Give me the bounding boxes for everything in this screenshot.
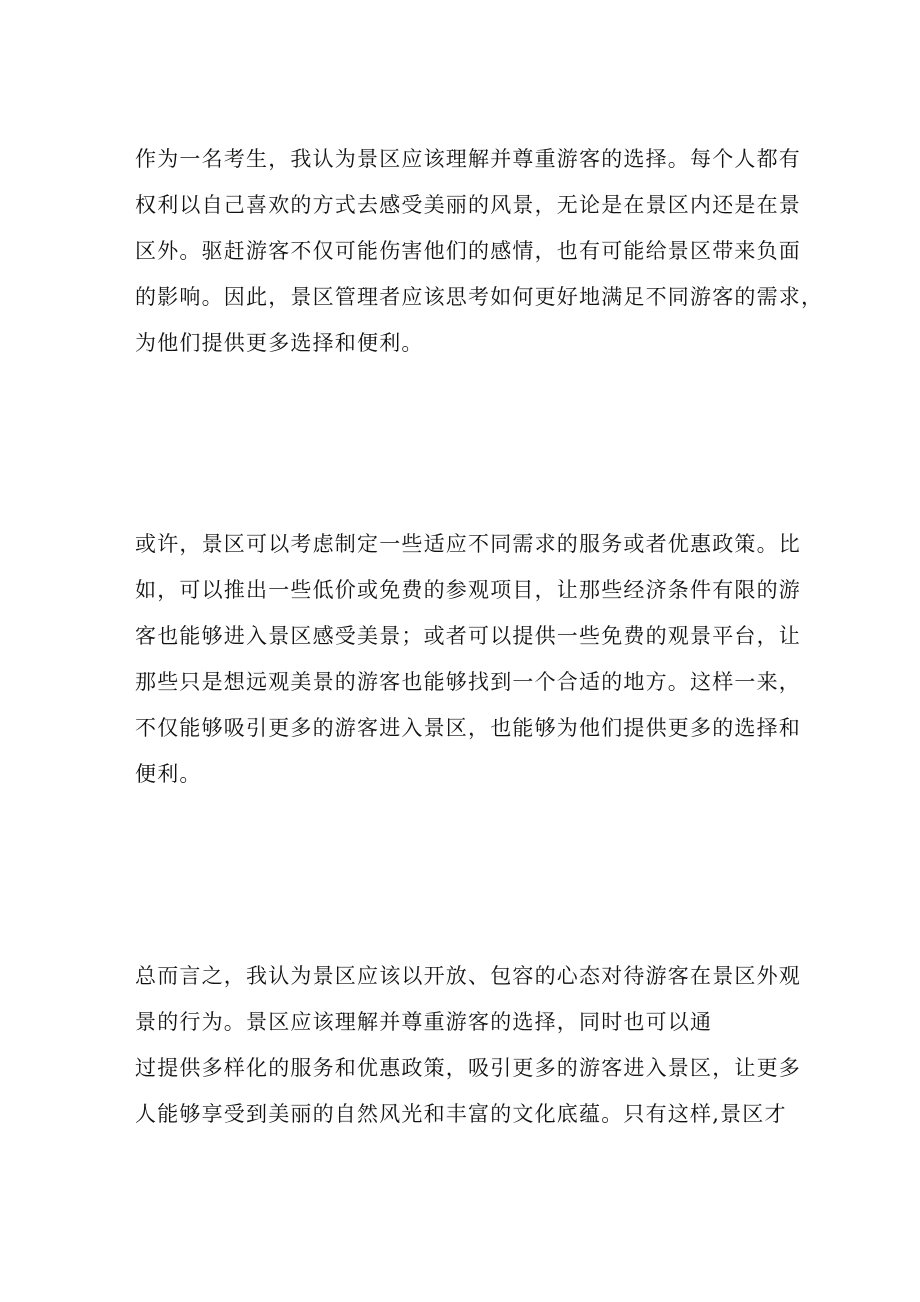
- text-line: 如，可以推出一些低价或免费的参观项目，让那些经济条件有限的游: [135, 578, 801, 602]
- text-line: 区外。驱赶游客不仅可能伤害他们的感情，也有可能给景区带来负面: [135, 239, 801, 263]
- text-line: 为他们提供更多选择和便利。: [135, 331, 424, 355]
- text-line: 过提供多样化的服务和优惠政策，吸引更多的游客进入景区，让更多: [135, 1056, 801, 1080]
- text-line: 总而言之，我认为景区应该以开放、包容的心态对待游客在景区外观: [135, 964, 801, 988]
- text-line: 那些只是想远观美景的游客也能够找到一个合适的地方。这样一来，: [135, 670, 801, 694]
- paragraph-2: [135, 521, 805, 797]
- paragraph-1: [135, 136, 824, 366]
- text-line: 客也能够进入景区感受美景；或者可以提供一些免费的观景平台，让: [135, 624, 801, 648]
- text-line: 便利。: [135, 762, 202, 786]
- text-line: 的影响。因此，景区管理者应该思考如何更好地满足不同游客的需求，: [135, 285, 824, 309]
- text-line: 作为一名考生，我认为景区应该理解并尊重游客的选择。每个人都有: [135, 147, 801, 171]
- text-line: 权利以自己喜欢的方式去感受美丽的风景，无论是在景区内还是在景: [135, 193, 801, 217]
- text-line: 景的行为。景区应该理解并尊重游客的选择，同时也可以通: [135, 1010, 713, 1034]
- text-line: 不仅能够吸引更多的游客进入景区，也能够为他们提供更多的选择和: [135, 716, 801, 740]
- text-line: 或许，景区可以考虑制定一些适应不同需求的服务或者优惠政策。比: [135, 532, 801, 556]
- paragraph-3: [135, 953, 805, 1137]
- text-line: 人能够享受到美丽的自然风光和丰富的文化底蕴。只有这样,景区才: [135, 1102, 787, 1126]
